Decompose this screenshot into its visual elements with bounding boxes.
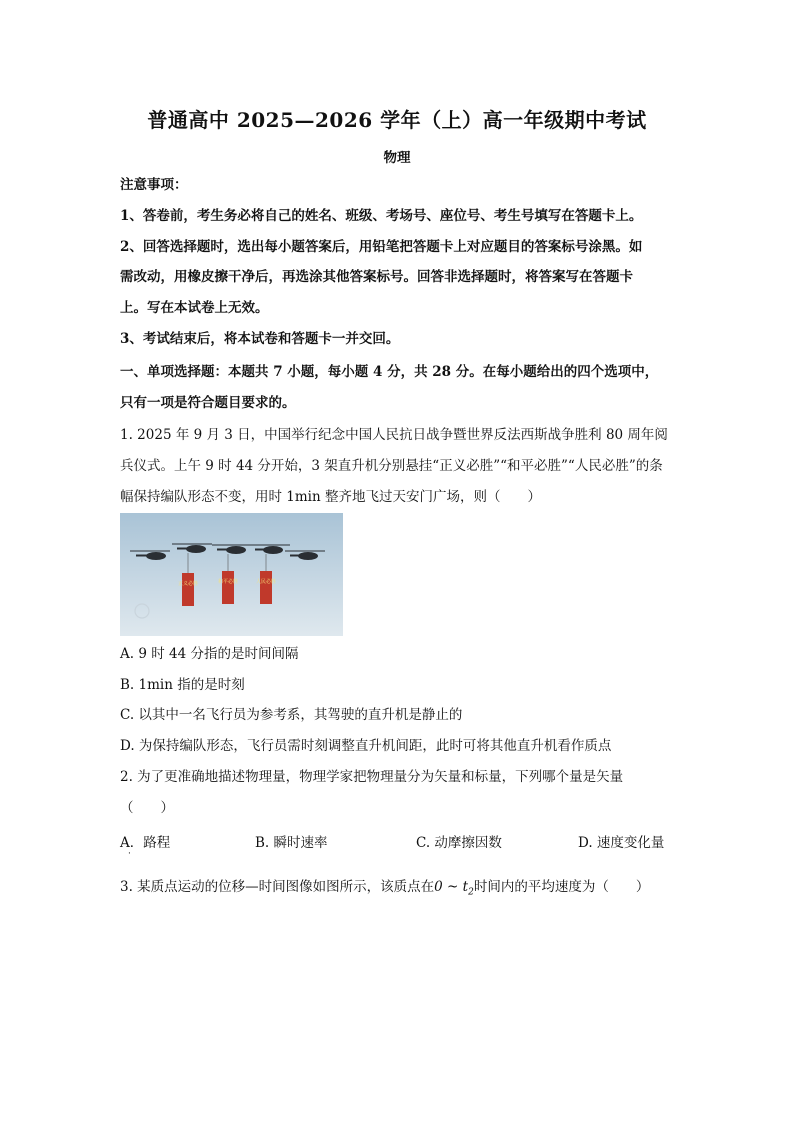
q3-time-range: 0 ~ t [434,879,469,895]
notice-item-2-line-2: 需改动，用橡皮擦干净后，再选涂其他答案标号。回答非选择题时，将答案写在答题卡 [120,269,633,285]
q2-option-b: B. 瞬时速率 [255,835,328,851]
q1-stem-line-2: 兵仪式。上午 9 时 44 分开始，3 架直升机分别悬挂“正义必胜”“和平必胜”“人民必胜”的条 [120,458,663,474]
q2-stem-line-1: 2. 为了更准确地描述物理量，物理学家把物理量分为矢量和标量，下列哪个量是矢量 [120,769,624,785]
q2-option-c: C. 动摩擦因数 [416,835,502,851]
q1-option-d: D. 为保持编队形态，飞行员需时刻调整直升机间距，此时可将其他直升机看作质点 [120,738,612,754]
option-dot-mark: · [128,849,131,859]
exam-title: 普通高中 2025—2026 学年（上）高一年级期中考试 [147,108,647,132]
subject-label: 物理 [383,150,411,166]
q2-options [120,831,680,851]
notice-item-1: 1、答卷前，考生务必将自己的姓名、班级、考场号、座位号、考生号填写在答题卡上。 [120,208,643,224]
section-heading-line-1: 一、单项选择题：本题共 7 小题，每小题 4 分，共 28 分。在每小题给出的四个选项中， [120,364,659,380]
q1-stem-line-3: 幅保持编队形态不变，用时 1min 整齐地飞过天安门广场，则（ ） [120,489,541,505]
banner-2-text: 和平必胜 [217,579,239,585]
helicopter-formation-photo [120,513,343,636]
q1-option-c: C. 以其中一名飞行员为参考系，其驾驶的直升机是静止的 [120,707,463,723]
notice-heading: 注意事项： [120,177,188,193]
q3-stem-prefix: 3. 某质点运动的位移—时间图像如图所示，该质点在 [120,879,435,895]
q2-stem-line-2: （ ） [120,800,174,816]
section-heading-line-2: 只有一项是符合题目要求的。 [120,395,296,411]
q1-option-a: A. 9 时 44 分指的是时间间隔 [120,646,299,662]
q2-option-a: A．路程 [120,835,171,851]
q1-option-b: B. 1min 指的是时刻 [120,677,245,693]
banner-1-text: 正义必胜 [177,581,199,587]
q2-option-d: D. 速度变化量 [578,835,665,851]
q3-stem [120,878,649,902]
notice-item-2-line-3: 上。写在本试卷上无效。 [120,300,269,316]
q3-stem-suffix: 时间内的平均速度为（ ） [473,879,650,895]
banner-3-text: 人民必胜 [255,579,277,585]
q3-time-subscript: 2 [468,887,474,898]
notice-item-3: 3、考试结束后，将本试卷和答题卡一并交回。 [120,331,400,347]
q1-stem-line-1: 1. 2025 年 9 月 3 日，中国举行纪念中国人民抗日战争暨世界反法西斯战争胜利 80 周年阅 [120,427,668,443]
notice-item-2-line-1: 2、回答选择题时，选出每小题答案后，用铅笔把答题卡上对应题目的答案标号涂黑。如 [120,239,643,255]
